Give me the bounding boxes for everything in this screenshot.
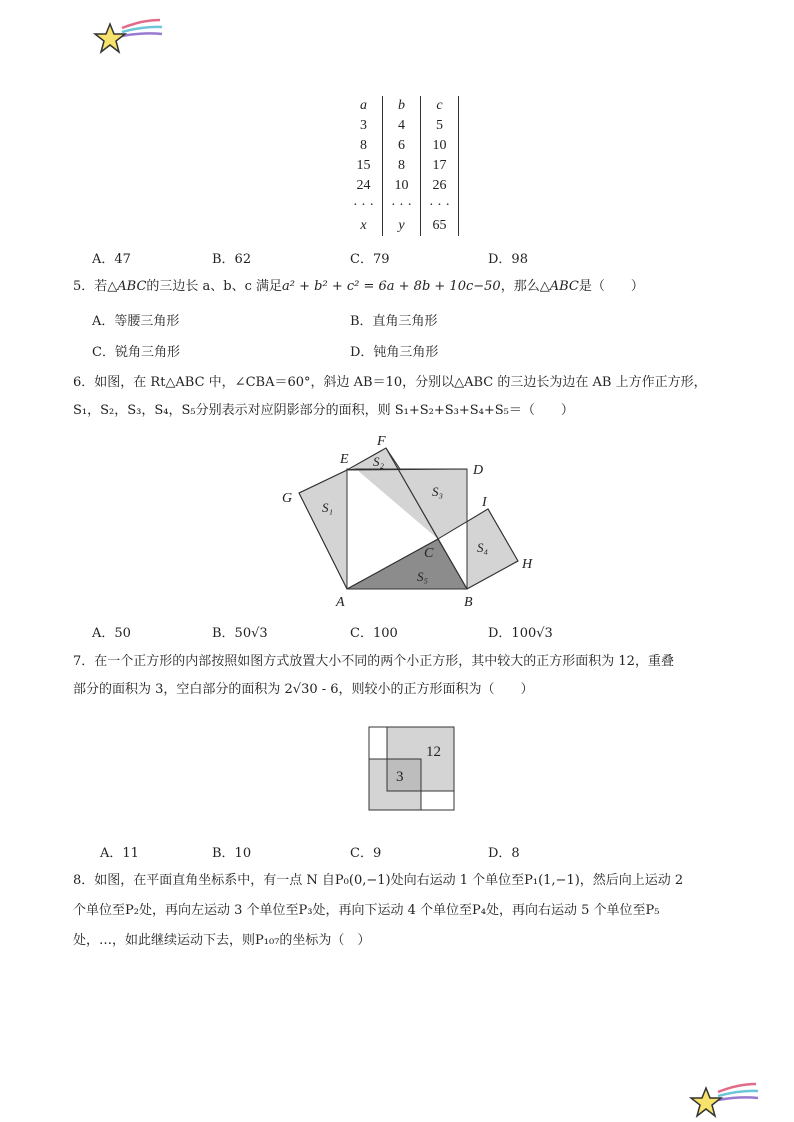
question-text: 7．在一个正方形的内部按照如图方式放置大小不同的两个小正方形，其中较大的正方形面积为 12，重叠 <box>73 654 674 669</box>
label-c: C <box>424 546 434 561</box>
question-text: 个单位至P₂处，再向左运动 3 个单位至P₃处，再向下运动 4 个单位至P₄处，再向右运动 5 个单位至P₅ <box>73 903 660 918</box>
question-text: ，那么△ <box>500 279 550 294</box>
label-s3: S₃ <box>432 484 444 499</box>
label-d: D <box>473 463 484 478</box>
option-b[interactable]: B．直角三角形 <box>350 314 438 329</box>
table-cell: 26 <box>421 176 459 196</box>
question-text: 8．如图，在平面直角坐标系中，有一点 N 自P₀(0,−1)处向右运动 1 个单位至P₁(1,−1)，然后向上运动 2 <box>73 873 684 888</box>
option-d[interactable]: D．钝角三角形 <box>350 345 439 360</box>
table-cell: y <box>383 216 421 236</box>
question-7 <box>73 651 753 701</box>
table-cell: 3 <box>360 118 367 133</box>
question-text: 的三边长 a、b、c 满足 <box>146 279 283 294</box>
table-cell: x <box>360 218 367 233</box>
label-b: B <box>464 595 473 610</box>
table-cell: 4 <box>383 116 421 136</box>
label-a: A <box>336 595 345 610</box>
table-cell: 6 <box>383 136 421 156</box>
table-cell: 10 <box>383 176 421 196</box>
option-c[interactable]: C．100 <box>350 626 398 641</box>
option-d[interactable]: D．8 <box>488 846 520 861</box>
option-d[interactable]: D．98 <box>488 252 528 267</box>
label-f: F <box>377 434 386 449</box>
option-b[interactable]: B．50√3 <box>212 626 268 641</box>
table-cell: 8 <box>360 138 367 153</box>
squares-figure <box>368 726 456 812</box>
question-text: 6．如图，在 Rt△ABC 中，∠CBA＝60°，斜边 AB＝10，分别以△ABC 的三边长为边在 AB 上方作正方形， <box>73 375 707 390</box>
table-cell: 17 <box>421 156 459 176</box>
table-cell: 8 <box>383 156 421 176</box>
question-text: 5．若△ <box>73 279 118 294</box>
big-square-label: 12 <box>426 744 441 760</box>
table-cell: · · · <box>383 196 421 216</box>
option-b[interactable]: B．10 <box>212 846 252 861</box>
triangle-name: ABC <box>549 279 579 294</box>
number-table <box>345 96 459 236</box>
label-i: I <box>482 495 487 510</box>
table-cell: 24 <box>356 178 371 193</box>
table-cell: · · · <box>353 198 374 213</box>
label-s1: S₁ <box>322 500 334 515</box>
label-s2: S₂ <box>373 454 385 469</box>
table-header: b <box>383 96 421 116</box>
option-c[interactable]: C．9 <box>350 846 382 861</box>
table-cell: 10 <box>421 136 459 156</box>
geometry-figure <box>270 430 540 610</box>
question-8 <box>73 870 753 952</box>
star-icon <box>92 16 164 58</box>
label-h: H <box>522 557 533 572</box>
question-text: 处，…，如此继续运动下去，则P₁₀₇的坐标为（ ） <box>73 933 371 948</box>
option-a[interactable]: A．47 <box>92 252 131 267</box>
table-header: c <box>421 96 459 116</box>
table-cell: 15 <box>356 158 371 173</box>
table-cell: 5 <box>421 116 459 136</box>
question-text: 是（ ） <box>578 279 644 294</box>
overlap-label: 3 <box>396 769 404 785</box>
table-cell: 65 <box>421 216 459 236</box>
question-text: 部分的面积为 3，空白部分的面积为 2√30 - 6，则较小的正方形面积为（ ） <box>73 682 534 697</box>
star-icon <box>688 1080 760 1122</box>
option-c[interactable]: C．79 <box>350 252 390 267</box>
label-s4: S₄ <box>477 540 489 555</box>
option-d[interactable]: D．100√3 <box>488 626 553 641</box>
question-6 <box>73 372 753 422</box>
label-g: G <box>282 491 293 506</box>
option-b[interactable]: B．62 <box>212 252 252 267</box>
table-cell: · · · <box>421 196 459 216</box>
option-a[interactable]: A．11 <box>100 846 139 861</box>
equation: a² + b² + c² = 6a + 8b + 10c−50 <box>282 279 501 294</box>
option-a[interactable]: A．等腰三角形 <box>92 314 180 329</box>
option-c[interactable]: C．锐角三角形 <box>92 345 180 360</box>
triangle-name: ABC <box>117 279 147 294</box>
table-header: a <box>360 98 367 113</box>
question-5 <box>73 276 733 298</box>
option-a[interactable]: A．50 <box>92 626 131 641</box>
label-e: E <box>340 452 349 467</box>
label-s5: S₅ <box>417 569 429 584</box>
question-text: S₁，S₂，S₃，S₄，S₅分别表示对应阴影部分的面积，则 S₁+S₂+S₃+S₄+S₅＝（ ） <box>73 403 574 418</box>
